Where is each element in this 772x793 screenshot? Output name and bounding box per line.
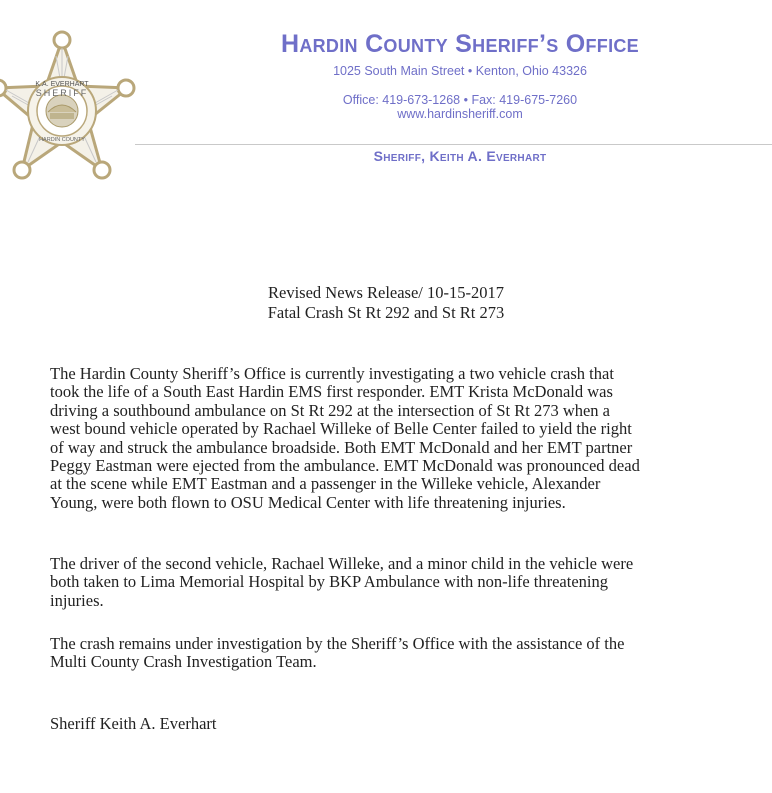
paragraph-line: The driver of the second vehicle, Rachael Willeke, and a minor child in the vehicle were xyxy=(50,554,634,573)
release-subtitle: Fatal Crash St Rt 292 and St Rt 273 xyxy=(267,303,505,322)
svg-text:HARDIN COUNTY: HARDIN COUNTY xyxy=(39,137,85,143)
office-address: 1025 South Main Street • Kenton, Ohio 43326 xyxy=(333,64,587,78)
contact-phone-fax: Office: 419-673-1268 • Fax: 419-675-7260 xyxy=(342,93,578,107)
release-heading xyxy=(0,283,772,323)
sheriff-badge-logo xyxy=(0,28,140,193)
paragraph-line: both taken to Lima Memorial Hospital by BKP Ambulance with non-life threatening xyxy=(50,572,608,592)
release-title: Revised News Release/ 10-15-2017 xyxy=(268,283,504,302)
paragraph-line: took the life of a South East Hardin EMS first responder. EMT Krista McDonald was xyxy=(50,382,613,402)
paragraph-line: at the scene while EMT Eastman and a passenger in the Willeke vehicle, Alexander xyxy=(50,474,601,494)
paragraph-second-vehicle xyxy=(50,555,740,610)
paragraph-line: of way and struck the ambulance broadside. Both EMT McDonald and her EMT partner xyxy=(50,437,633,457)
paragraph-line: injuries. xyxy=(50,590,104,610)
paragraph-line: The crash remains under investigation by the Sheriff’s Office with the assistance of the xyxy=(50,634,625,653)
website-link[interactable]: www.hardinsheriff.com xyxy=(397,107,523,121)
paragraph-line: Young, were both flown to OSU Medical Center with life threatening injuries. xyxy=(50,492,566,512)
paragraph-ongoing-investigation xyxy=(50,635,740,672)
svg-text:SHERIFF: SHERIFF xyxy=(35,88,89,98)
signature: Sheriff Keith A. Everhart xyxy=(50,714,217,733)
star-badge-icon xyxy=(0,28,140,193)
sheriff-name-header: Sheriff, Keith A. Everhart xyxy=(373,148,547,164)
paragraph-line: The Hardin County Sheriff’s Office is currently investigating a two vehicle crash that xyxy=(50,364,614,383)
paragraph-line: west bound vehicle operated by Rachael Willeke of Belle Center failed to yield the right xyxy=(50,419,632,439)
paragraph-investigation xyxy=(50,365,740,512)
letterhead-divider xyxy=(135,144,772,145)
paragraph-line: Multi County Crash Investigation Team. xyxy=(50,652,317,672)
organization-name: Hardin County Sheriff’s Office xyxy=(280,30,639,58)
paragraph-line: Peggy Eastman were ejected from the ambulance. EMT McDonald was pronounced dead xyxy=(50,456,640,476)
paragraph-line: driving a southbound ambulance on St Rt 292 at the intersection of St Rt 273 when a xyxy=(50,400,611,420)
svg-text:K.A. EVERHART: K.A. EVERHART xyxy=(35,81,89,88)
letterhead xyxy=(240,28,680,121)
